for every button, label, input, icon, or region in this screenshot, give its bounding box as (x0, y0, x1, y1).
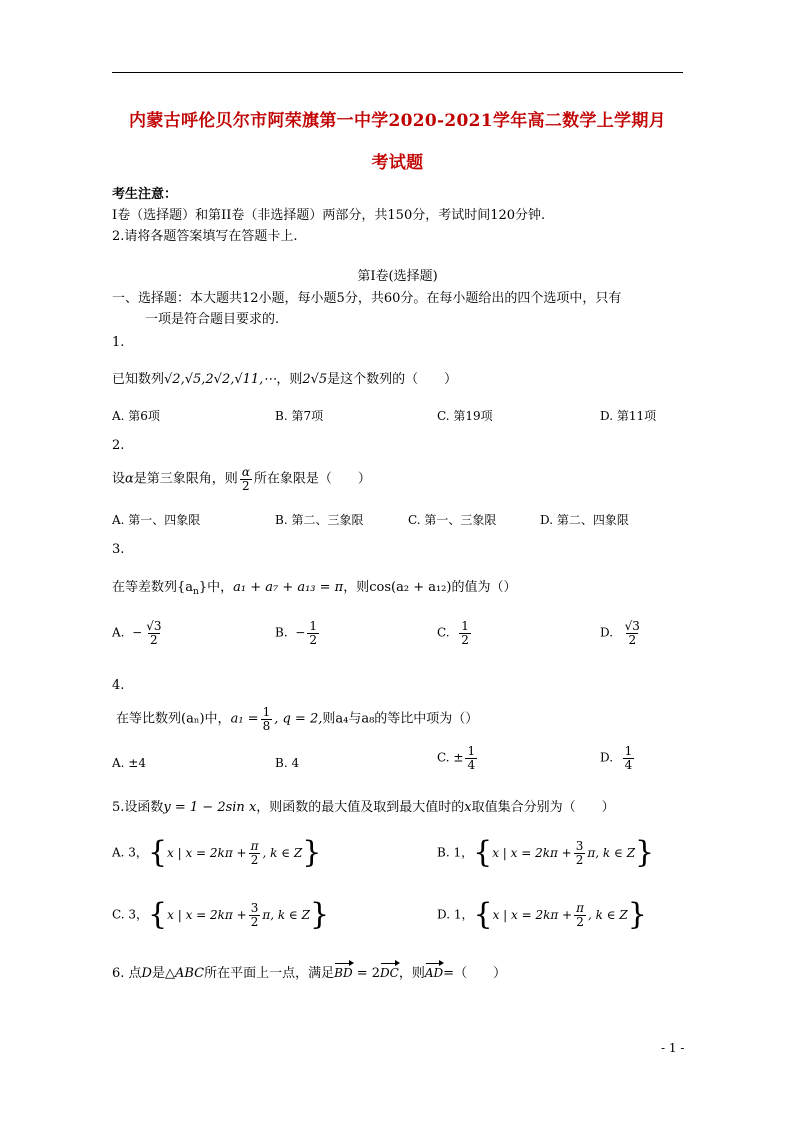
q3-d-den: 2 (628, 632, 637, 647)
q1-sequence: √2,√5,2√2,√11,⋯ (164, 372, 277, 387)
q1-stem-mid: ，则 (276, 372, 303, 387)
q2-stem-post: 所在象限是（ ） (253, 471, 371, 487)
q5-stem-pre: 5.设函数 (112, 800, 164, 815)
q5-stem-post: 取值集合分别为（ ） (471, 800, 615, 815)
q5-b-brace-close: } (635, 835, 655, 870)
q5-a-brace-open: { (147, 835, 168, 870)
q4-number: 4. (112, 678, 125, 693)
q5-b-num: 3 (575, 838, 584, 853)
q3-a-sign: − (132, 625, 143, 640)
section-instruction-line1: 一、选择题：本大题共12小题，每小题5分，共60分。在每小题给出的四个选项中，只有 (112, 291, 622, 306)
q5-c-brace-close: } (309, 897, 330, 932)
q4-cond-pre: a₁ = (230, 711, 259, 727)
q6-stem-mid3: ，则 (398, 966, 425, 981)
q2-option-a: A. 第一、四象限 (112, 513, 201, 527)
q2-frac-den: 2 (242, 478, 250, 493)
q3-stem-pre2: }中， (198, 580, 234, 595)
q6-vector-dc: DC (380, 966, 399, 980)
q5-b-den: 2 (575, 852, 584, 867)
q2-number: 2. (112, 438, 125, 453)
q5-c-pre: x | x = 2kπ + (167, 908, 247, 922)
q6-equals: = 2 (352, 966, 381, 981)
q1-option-b: B. 第7项 (275, 409, 324, 423)
q3-condition: a₁ + a₇ + a₁₃ = π (233, 580, 344, 595)
q3-d-label: D. (600, 625, 614, 640)
q3-c-num: 1 (461, 619, 469, 633)
q4-stem-pre: 在等比数列 (116, 711, 182, 727)
q4-option-c (437, 745, 479, 771)
q4-c-den: 4 (467, 757, 476, 772)
header-rule (112, 72, 683, 73)
q5-d-post: , k ∈ Z (588, 908, 628, 922)
q1-stem-pre: 已知数列 (112, 372, 165, 387)
q4-d-label: D. (600, 750, 614, 765)
q6-stem-pre: 6. 点 (112, 966, 142, 981)
q3-a-num: √3 (146, 619, 162, 633)
notice-heading: 考生注意： (112, 187, 178, 202)
q5-d-num: π (576, 900, 585, 915)
doc-title-line2: 考试题 (371, 153, 424, 173)
q3-c-den: 2 (461, 632, 469, 647)
q5-d-pre: x | x = 2kπ + (492, 908, 573, 922)
q4-stem-mid: 中， (204, 711, 231, 727)
q5-stem (112, 796, 615, 815)
q3-d-num: √3 (624, 619, 640, 633)
q3-stem-post: 的值为（） (451, 580, 517, 595)
q5-c-brace-open: { (148, 897, 168, 932)
q1-option-d: D. 第11项 (600, 409, 657, 423)
q3-b-den: 2 (309, 632, 317, 647)
section-title: 第Ⅰ卷(选择题) (357, 269, 438, 284)
q6-stem (112, 962, 506, 981)
q5-c-label: C. 3， (112, 907, 149, 922)
section-instruction-line2: 一项是符合题目要求的. (145, 312, 280, 327)
q4-option-a: A. ±4 (112, 756, 146, 770)
q3-option-c (437, 620, 473, 646)
q5-a-brace-close: } (302, 835, 322, 870)
q5-b-label: B. 1， (437, 845, 474, 860)
q6-triangle: △ABC (165, 966, 205, 981)
q4-option-d (600, 745, 636, 771)
q2-alpha: α (125, 471, 134, 487)
q3-option-b (275, 620, 321, 646)
q2-option-c: C. 第一、三象限 (408, 513, 497, 527)
q5-a-den: 2 (250, 852, 259, 867)
q5-a-label: A. 3， (112, 845, 148, 860)
q4-cond-num: 1 (262, 705, 271, 719)
q5-c-post: π, k ∈ Z (262, 908, 310, 922)
q3-b-label: B. (275, 625, 288, 640)
q5-variable: x (464, 800, 472, 815)
q4-d-den: 4 (624, 757, 633, 772)
q4-cond-den: 8 (262, 718, 271, 733)
q3-b-num: 1 (309, 619, 317, 633)
notice-line2: 2.请将各题答案填写在答题卡上. (112, 229, 298, 244)
q5-d-brace-open: { (473, 897, 493, 932)
q3-option-d (600, 620, 644, 646)
q2-option-d: D. 第二、四象限 (540, 513, 629, 527)
page-number: - 1 - (661, 1041, 685, 1055)
q5-option-b (437, 835, 655, 870)
q4-stem (116, 706, 478, 732)
q5-stem-mid: ，则函数的最大值及取到最大值时的 (256, 800, 465, 815)
q5-option-c (112, 897, 330, 932)
q1-option-c: C. 第19项 (437, 409, 493, 423)
q5-c-den: 2 (250, 914, 259, 929)
q1-stem (112, 368, 457, 387)
q2-frac-num: α (241, 465, 250, 479)
doc-title-line1: 内蒙古呼伦贝尔市阿荣旗第一中学2020-2021学年高二数学上学期月 (129, 111, 666, 131)
q5-a-post: , k ∈ Z (262, 846, 303, 860)
q2-stem (112, 466, 371, 492)
q5-a-pre: x | x = 2kπ + (167, 846, 247, 860)
q3-expression: cos(a₂ + a₁₂) (369, 580, 452, 595)
q3-number: 3. (112, 542, 125, 557)
q3-stem-sub: n (193, 587, 199, 597)
q1-target: 2√5 (302, 372, 328, 387)
q5-option-d (437, 897, 647, 932)
notice-line1: I卷（选择题）和第II卷（非选择题）两部分，共150分，考试时间120分钟. (112, 208, 546, 223)
q4-option-b: B. 4 (275, 756, 300, 770)
q5-b-post: π, k ∈ Z (587, 846, 636, 860)
q2-option-b: B. 第二、三象限 (275, 513, 364, 527)
q6-stem-mid2: 所在平面上一点，满足 (204, 966, 335, 981)
q4-c-num: 1 (467, 744, 476, 758)
q3-stem-mid: ，则 (343, 580, 370, 595)
q5-a-num: π (250, 838, 259, 853)
q3-stem (112, 576, 516, 597)
q5-d-brace-close: } (627, 897, 647, 932)
q5-b-brace-open: { (473, 835, 493, 870)
q2-stem-mid: 是第三象限角，则 (133, 471, 238, 487)
q4-c-label: C. ± (437, 750, 464, 765)
q2-fraction (240, 466, 252, 492)
q6-vector-bd: BD (334, 966, 353, 980)
q5-option-a (112, 835, 322, 870)
q6-stem-post: =（ ） (443, 966, 507, 981)
q6-stem-mid: 是 (151, 966, 165, 981)
q6-vector-ad: AD (424, 966, 444, 980)
q3-b-sign: − (295, 625, 306, 640)
q5-d-den: 2 (576, 914, 584, 929)
q4-stem-tail: 则a₄与a₈的等比中项为（） (322, 711, 479, 727)
q3-stem-pre: 在等差数列{a (112, 580, 194, 595)
q1-option-a: A. 第6项 (112, 409, 160, 423)
q2-stem-pre: 设 (112, 471, 126, 487)
q5-function: y = 1 − 2sin x (163, 800, 257, 815)
q3-a-den: 2 (150, 632, 158, 647)
q3-option-a (112, 620, 165, 646)
q3-a-label: A. (112, 625, 125, 640)
q4-d-num: 1 (624, 744, 633, 758)
q5-b-pre: x | x = 2kπ + (492, 846, 572, 860)
q5-d-label: D. 1， (437, 907, 474, 922)
q6-point: D (141, 966, 152, 981)
q3-c-label: C. (437, 625, 450, 640)
q5-c-num: 3 (250, 900, 259, 915)
q1-stem-post: 是这个数列的（ ） (327, 372, 458, 387)
q4-sequence: (aₙ) (181, 711, 205, 727)
q1-number: 1. (112, 335, 125, 350)
q4-cond-post: , q = 2, (274, 711, 323, 727)
